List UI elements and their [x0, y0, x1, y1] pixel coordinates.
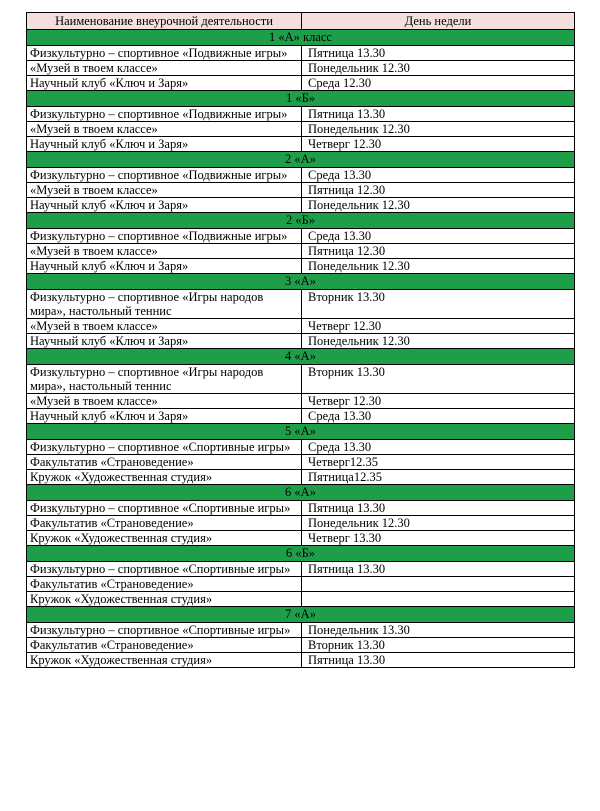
day-cell: Среда 12.30 [302, 76, 575, 91]
table-row [27, 107, 575, 122]
day-cell: Четверг 12.30 [302, 137, 575, 152]
class-label: 2 «Б» [27, 213, 575, 229]
day-cell: Понедельник 12.30 [302, 334, 575, 349]
activity-cell: Факультатив «Страноведение» [27, 516, 302, 531]
table-row [27, 470, 575, 485]
table-row [27, 516, 575, 531]
class-label: 5 «А» [27, 424, 575, 440]
day-cell: Пятница 13.30 [302, 501, 575, 516]
day-cell: Пятница 13.30 [302, 107, 575, 122]
activity-cell: Научный клуб «Ключ и Заря» [27, 409, 302, 424]
day-cell: Пятница 12.30 [302, 183, 575, 198]
table-row [27, 168, 575, 183]
activity-cell: Кружок «Художественная студия» [27, 531, 302, 546]
day-cell: Вторник 13.30 [302, 365, 575, 394]
activity-cell: Физкультурно – спортивное «Спортивные игры» [27, 501, 302, 516]
activity-cell: Физкультурно – спортивное «Подвижные игры» [27, 168, 302, 183]
activity-cell: Физкультурно – спортивное «Игры народов мира», настольный теннис [27, 365, 302, 394]
activity-cell: «Музей в твоем классе» [27, 319, 302, 334]
activity-cell: «Музей в твоем классе» [27, 122, 302, 137]
class-label: 2 «А» [27, 152, 575, 168]
activity-cell: Факультатив «Страноведение» [27, 577, 302, 592]
table-row [27, 623, 575, 638]
activity-cell: Физкультурно – спортивное «Игры народов мира», настольный теннис [27, 290, 302, 319]
day-cell [302, 592, 575, 607]
day-cell: Понедельник 12.30 [302, 122, 575, 137]
class-label: 3 «А» [27, 274, 575, 290]
day-cell: Пятница 12.30 [302, 244, 575, 259]
activity-cell: Кружок «Художественная студия» [27, 592, 302, 607]
day-cell: Понедельник 12.30 [302, 516, 575, 531]
table-row [27, 394, 575, 409]
day-cell: Четверг 12.30 [302, 394, 575, 409]
table-row [27, 319, 575, 334]
activity-cell: Физкультурно – спортивное «Подвижные игры» [27, 107, 302, 122]
header-row [27, 13, 575, 30]
day-cell: Пятница 13.30 [302, 46, 575, 61]
activity-cell: Научный клуб «Ключ и Заря» [27, 76, 302, 91]
table-row [27, 501, 575, 516]
table-row [27, 122, 575, 137]
class-header-row [27, 424, 575, 440]
day-cell: Пятница 13.30 [302, 562, 575, 577]
activity-cell: Физкультурно – спортивное «Спортивные игры» [27, 562, 302, 577]
day-cell: Среда 13.30 [302, 440, 575, 455]
activity-cell: Физкультурно – спортивное «Подвижные игры» [27, 229, 302, 244]
activity-cell: «Музей в твоем классе» [27, 183, 302, 198]
day-cell: Среда 13.30 [302, 409, 575, 424]
day-cell: Вторник 13.30 [302, 290, 575, 319]
table-row [27, 638, 575, 653]
table-row [27, 61, 575, 76]
activity-cell: Факультатив «Страноведение» [27, 455, 302, 470]
activity-cell: Кружок «Художественная студия» [27, 653, 302, 668]
day-cell: Понедельник 12.30 [302, 259, 575, 274]
class-label: 6 «А» [27, 485, 575, 501]
activity-cell: Физкультурно – спортивное «Спортивные игры» [27, 440, 302, 455]
table-row [27, 592, 575, 607]
day-cell: Среда 13.30 [302, 168, 575, 183]
activity-cell: Научный клуб «Ключ и Заря» [27, 137, 302, 152]
class-header-row [27, 274, 575, 290]
header-day: День недели [302, 13, 575, 30]
class-label: 7 «А» [27, 607, 575, 623]
table-row [27, 334, 575, 349]
activity-cell: Физкультурно – спортивное «Подвижные игры» [27, 46, 302, 61]
day-cell: Четверг 12.30 [302, 319, 575, 334]
class-label: 4 «А» [27, 349, 575, 365]
activity-cell: Кружок «Художественная студия» [27, 470, 302, 485]
table-row [27, 531, 575, 546]
table-row [27, 577, 575, 592]
day-cell: Понедельник 13.30 [302, 623, 575, 638]
table-row [27, 409, 575, 424]
class-header-row [27, 485, 575, 501]
class-header-row [27, 152, 575, 168]
day-cell: Среда 13.30 [302, 229, 575, 244]
day-cell: Понедельник 12.30 [302, 61, 575, 76]
schedule-table [26, 12, 575, 668]
table-row [27, 46, 575, 61]
table-row [27, 229, 575, 244]
activity-cell: «Музей в твоем классе» [27, 394, 302, 409]
table-row [27, 244, 575, 259]
table-row [27, 455, 575, 470]
activity-cell: Научный клуб «Ключ и Заря» [27, 334, 302, 349]
table-row [27, 440, 575, 455]
class-header-row [27, 349, 575, 365]
table-row [27, 365, 575, 394]
activity-cell: Физкультурно – спортивное «Спортивные игры» [27, 623, 302, 638]
day-cell [302, 577, 575, 592]
day-cell: Вторник 13.30 [302, 638, 575, 653]
header-activity: Наименование внеурочной деятельности [27, 13, 302, 30]
schedule-body [27, 30, 575, 668]
day-cell: Пятница 13.30 [302, 653, 575, 668]
class-header-row [27, 30, 575, 46]
class-label: 6 «Б» [27, 546, 575, 562]
table-row [27, 259, 575, 274]
activity-cell: Научный клуб «Ключ и Заря» [27, 259, 302, 274]
table-row [27, 562, 575, 577]
activity-cell: Научный клуб «Ключ и Заря» [27, 198, 302, 213]
class-header-row [27, 546, 575, 562]
activity-cell: Факультатив «Страноведение» [27, 638, 302, 653]
table-row [27, 137, 575, 152]
table-row [27, 198, 575, 213]
table-row [27, 183, 575, 198]
day-cell: Пятница12.35 [302, 470, 575, 485]
class-header-row [27, 607, 575, 623]
day-cell: Четверг 13.30 [302, 531, 575, 546]
table-row [27, 76, 575, 91]
class-label: 1 «А» класс [27, 30, 575, 46]
day-cell: Четверг12.35 [302, 455, 575, 470]
day-cell: Понедельник 12.30 [302, 198, 575, 213]
class-header-row [27, 213, 575, 229]
schedule-document [26, 12, 574, 668]
class-header-row [27, 91, 575, 107]
activity-cell: «Музей в твоем классе» [27, 61, 302, 76]
table-row [27, 290, 575, 319]
activity-cell: «Музей в твоем классе» [27, 244, 302, 259]
table-row [27, 653, 575, 668]
class-label: 1 «Б» [27, 91, 575, 107]
